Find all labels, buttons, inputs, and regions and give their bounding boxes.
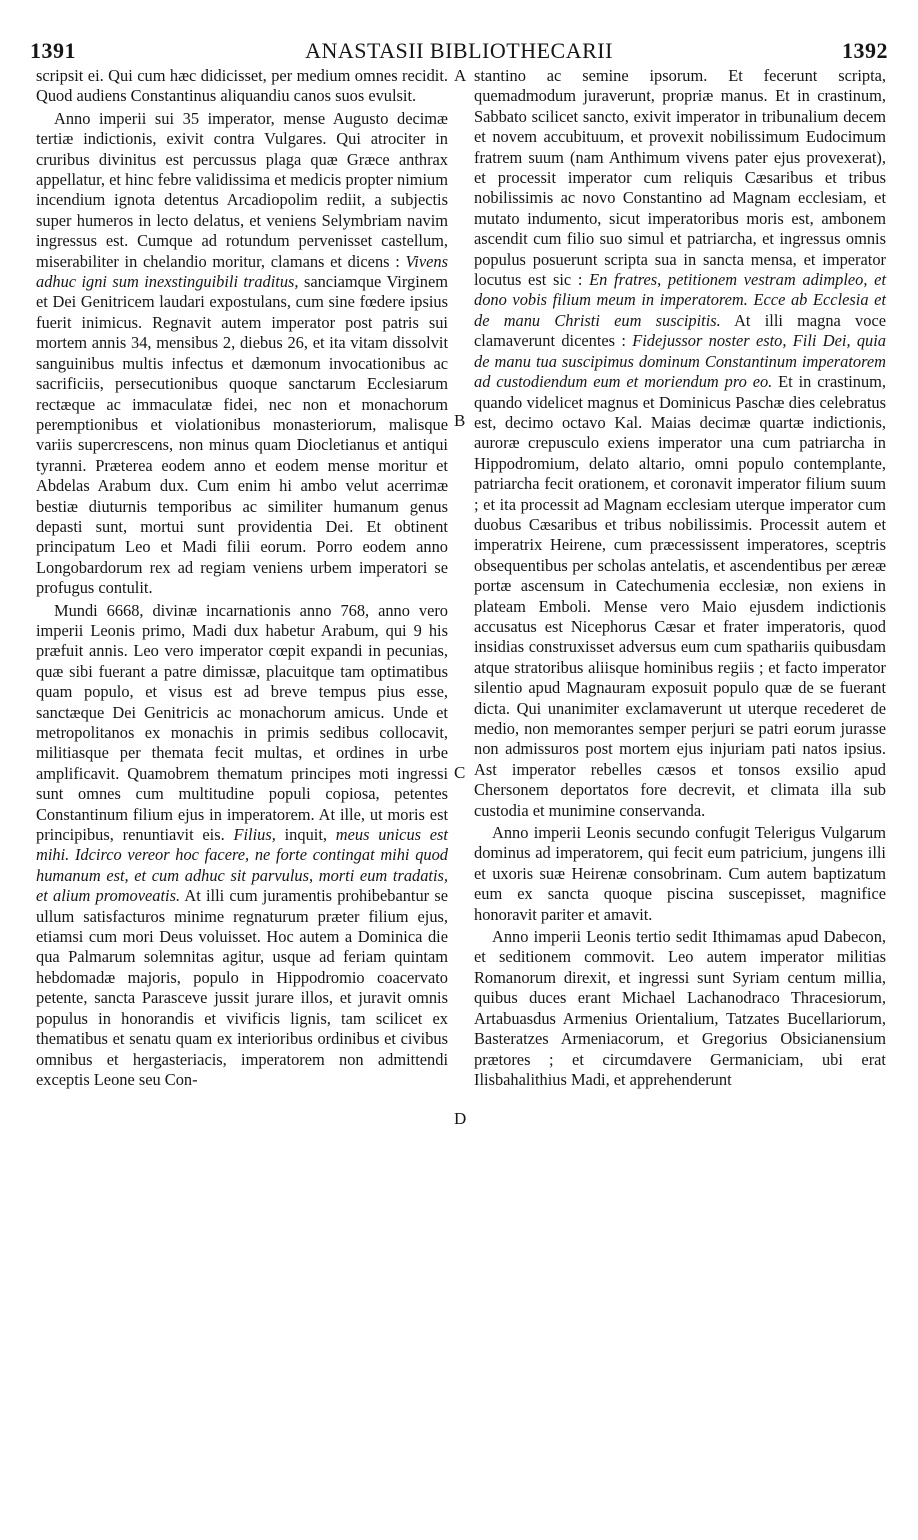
italic-quote: Vivens adhuc igni sum inexstinguibili traditus,: [36, 251, 448, 292]
right-paragraph-2: Anno imperii Leonis secundo confugit Telerigus Vulgarum dominus ad imperatorem, qui fecit eum patricium, jungens illi et uxoris suæ Heirenæ consobrinam. Cum autem baptizatum eum ex sancta quoque piscina suscepisset, magnifice honoravit pariter et amavit.: [474, 823, 886, 924]
margin-marker-b: B: [454, 411, 466, 430]
right-column: [474, 66, 886, 1090]
left-paragraph-3: Mundi 6668, divinæ incarnationis anno 768, anno vero imperii Leonis primo, Madi dux habetur Arabum, qui 9 his præfuit annis. Leo vero imperator cœpit expandi in pecunias, quæ sibi fuerant a patre dimissæ, placuitque tam optimatibus quam populo, et visus est ad breve tempus pius esse, sanctæque Dei Genitricis ac monachorum amicus. Unde et metropolitanos ex monachis in primis sedibus collocavit, militiasque per themata fecit multas, et ordines in urbe amplificavit. Quamobrem thematum principes moti ingressi sunt omnes cum multitudine populi copiosa, petentes Constantinum filium ejus in imperatorem. At ille, ut moris est principibus, renuntiavit eis. Filius, inquit, meus unicus est mihi. Idcirco vereor hoc facere, ne forte contingat mihi quod humanum est, et cum adhuc sit parvulus, morti eum tradatis, et alium promoveatis. At illi cum juramentis prohibebantur se ullum satisfacturos minime regnaturum præter filium ejus, etiamsi cum mori Deus voluisset. Hoc autem a Dominica die qua Palmarum solemnitas agitur, usque ad feriam quintam hebdomadæ majoris, populo in Hippodromio coacervato petente, sancta Parasceve jussit jurare illos, et juravit omnis populus in honorandis et vivificis lignis, tam scilicet ex thematibus et senatu quam ex interioribus ordinibus et civibus omnibus et hergasteriacis, imperatorem non admittendi exceptis Leone seu Con-: [36, 600, 448, 1089]
left-column: [36, 66, 448, 1090]
page-number-right: 1392: [842, 38, 888, 63]
margin-marker-d: D: [454, 1109, 467, 1128]
italic-quote: Filius,: [233, 825, 276, 845]
running-title: ANASTASII BIBLIOTHECARII: [305, 38, 613, 63]
margin-marker-a: A: [454, 66, 467, 85]
page-number-left: 1391: [30, 38, 76, 63]
italic-quote: Fidejussor noster esto, Fili Dei, quia de manu tua suscipimus dominum Constantinum imperatorem ad custodiendum eum et moriendum pro eo.: [474, 331, 886, 392]
left-paragraph-1: scripsit ei. Qui cum hæc didicisset, per medium omnes recidit. Quod audiens Constantinus aliquandiu canos suos evulsit.: [36, 66, 448, 106]
right-paragraph-3: Anno imperii Leonis tertio sedit Ithimamas apud Dabecon, et seditionem commovit. Leo autem imperator militias Romanorum direxit, et ingressi sunt Syriam centum millia, quibus duces erant Michael Lachanodraco Thracesiorum, Artabuasdus Armenius Orientalium, Tatzates Bucellariorum, Basteratzes Armeniacorum, et Gregorius Obsicianensium prætores ; et circumdavere Germaniciam, ubi erat Ilisbahalithius Madi, et apprehenderunt: [474, 927, 886, 1089]
italic-quote: En fratres, petitionem vestram adimpleo, et dono vobis filium meum in imperatorem. Ecce ab Ecclesia et de manu Christi eum suscipitis.: [474, 270, 886, 330]
left-paragraph-2: Anno imperii sui 35 imperator, mense Augusto decimæ tertiæ indictionis, exivit contra Vulgares. Qui atrociter in cruribus divinitus est percussus plaga quæ Græce anthrax appellatur, et hinc febre validissima et medicis propter nimium incendium ignota detentus Arcadiopolim rediit, a subjectis super humeros in lecto delatus, et veniens Selymbriam navim ingressus est. Cumque ad rotundum pervenisset castellum, miserabiliter in chelandio moritur, clamans et dicens : Vivens adhuc igni sum inexstinguibili traditus, sanciamque Virginem et Dei Genitricem laudari expostulans, cum sine fœdere ipsius fuerit inimicus. Regnavit autem imperator post patris sui mortem annis 34, mensibus 2, diebus 26, et ita vitam dissolvit sanguinibus multis infectus et dæmonum invocationibus ac sacrificiis, persecutionibus quoque sanctarum Ecclesiarum rectæque ac immaculatæ fidei, nec non et monachorum peremptionibus et violationibus monasteriorum, malisque variis supercrescens, non minus quam Diocletianus et antiqui tyranni. Præterea eodem anno et eodem mense moritur et Abdelas Arabum dux. Cum enim hi ambo velut acerrimæ bestiæ diuturnis temporibus ac similiter humanum genus depasti sunt, mortui sunt providentia Dei. Et obtinent principatum Leo et Madi filii eorum. Porro eodem anno Longobardorum rex ad regiam veniens urbem imperatori se profugus contulit.: [36, 108, 448, 598]
right-paragraph-1: stantino ac semine ipsorum. Et fecerunt scripta, quemadmodum juraverunt, propriæ manus. Et in crastinum, Sabbato scilicet sancto, exivit imperator in tribunalium decem et novem accubituum, et provexit nobilissimum Eudocimum fratrem suum (nam Anthimum vivens pater ejus provexerat), et processit imperator cum reliquis Cæsaribus et tribus nobilissimis ac novo Constantino ad Magnam ecclesiam, et mutato indumento, sicut imperatoribus moris est, ambonem ascendit cum filio suo simul et patriarcha, et ingressus omnis populus posuerunt scripta sua in sancta mensa, et imperator locutus est sic : En fratres, petitionem vestram adimpleo, et dono vobis filium meum in imperatorem. Ecce ab Ecclesia et de manu Christi eum suscipitis. At illi magna voce clamaverunt dicentes : Fidejussor noster esto, Fili Dei, quia de manu tua suscipimus dominum Constantinum imperatorem ad custodiendum eum et moriendum pro eo. Et in crastinum, quando videlicet magnus et Dominicus Paschæ dies celebratus est, decimo octavo Kal. Maias decimæ quartæ indictionis, auroræ crepusculo exiens imperator una cum patriarcha in Hippodromium, delato altario, omni populo contemplante, patriarcha fecit orationem, et coronavit imperator filium suum ; et ita processit ad Magnam ecclesiam uterque imperator cum duobus Cæsaribus et tribus nobilissimis. Processit autem et imperatrix Heirene, cum præcessissent imperatores, sceptris obsequentibus per scholas antelatis, et ascendentibus per æreæ portæ ascensum in Catechumenia ecclesiæ, non exiens in plateam Emboli. Mense vero Maio ejusdem indictionis accusatus est Nicephorus Cæsar et frater imperatoris, quod insidias construxisset adversus eum cum spathariis quibusdam atque stratoribus aliisque hominibus regiis ; et facto imperator silentio apud Magnauram exposuit populo quæ de se fuerant dicta. Qui unanimiter exclamaverunt ut uterque recederet de medio, non memorantes semper perjuri se patri eorum jurasse non admissuros post mortem ejus injuriam pati natos ipsius. Ast imperator rebelles cæsos et tonsos exsilio apud Chersonem deportatos fore decrevit, et climata illa sub custodia et munimine conservanda.: [474, 66, 886, 820]
italic-quote: meus unicus est mihi. Idcirco vereor hoc facere, ne forte contingat mihi quod humanum est, et cum adhuc sit parvulus, morti eum tradatis, et alium promoveatis.: [36, 825, 448, 906]
running-header: [30, 38, 888, 68]
margin-marker-c: C: [454, 763, 466, 782]
